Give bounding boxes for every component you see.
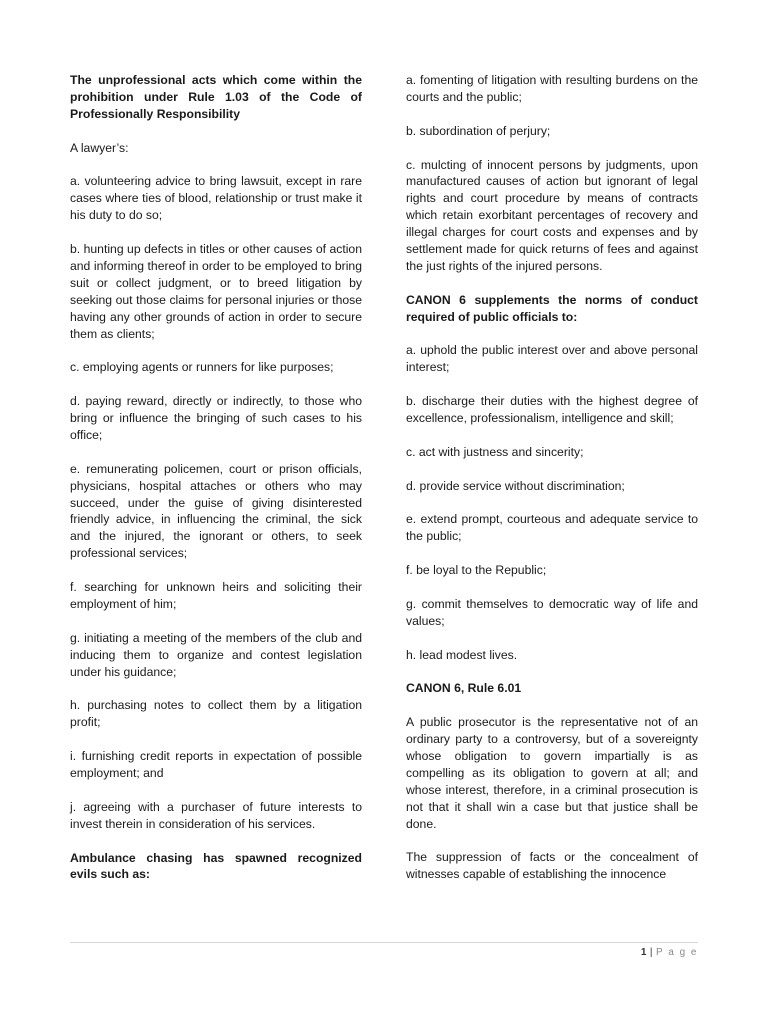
paragraph: g. initiating a meeting of the members of the club and inducing them to organize and contest legislation under his guidance; xyxy=(70,630,362,679)
paragraph: A lawyer’s: xyxy=(70,140,129,155)
left-column xyxy=(70,72,362,900)
page-number: 1 xyxy=(640,947,647,958)
paragraph: h. purchasing notes to collect them by a litigation profit; xyxy=(70,698,362,730)
paragraph: c. employing agents or runners for like purposes; xyxy=(70,360,334,375)
footer-separator: | xyxy=(649,947,653,958)
paragraph: b. discharge their duties with the highest degree of excellence, professionalism, intelligence and skill; xyxy=(406,394,698,426)
paragraph: h. lead modest lives. xyxy=(406,647,518,662)
paragraph: d. paying reward, directly or indirectly, to those who bring or influence the bringing of such cases to his office; xyxy=(70,394,362,442)
paragraph: g. commit themselves to democratic way of life and values; xyxy=(406,596,698,628)
paragraph: j. agreeing with a purchaser of future interests to invest therein in consideration of his services. xyxy=(70,799,362,831)
paragraph: c. mulcting of innocent persons by judgments, upon manufactured causes of action but ignorant of legal rights and court procedure by means of contracts which retain exorbitant percentages of recovery and illegal charges for court costs and expenses and by settlement made for quick returns of fees and against the just rights of the injured persons. xyxy=(406,157,698,273)
paragraph: e. extend prompt, courteous and adequate service to the public; xyxy=(406,512,698,544)
paragraph: a. uphold the public interest over and above personal interest; xyxy=(406,343,698,375)
section-heading: Ambulance chasing has spawned recognized evils such as: xyxy=(70,850,362,882)
paragraph: i. furnishing credit reports in expectation of possible employment; and xyxy=(70,749,362,780)
paragraph: b. hunting up defects in titles or other causes of action and informing thereof in order to be employed to bring suit or collect judgment, or to breed litigation by seeking out those claims for personal injuries or those having any other grounds of action in order to secure them as clients; xyxy=(70,242,362,341)
paragraph: f. searching for unknown heirs and soliciting their employment of him; xyxy=(70,580,362,611)
section-heading: The unprofessional acts which come within the prohibition under Rule 1.03 of the Code of Professionally Responsibility xyxy=(70,73,362,121)
paragraph: d. provide service without discrimination; xyxy=(406,478,625,493)
paragraph: c. act with justness and sincerity; xyxy=(406,444,584,459)
paragraph: a. fomenting of litigation with resulting burdens on the courts and the public; xyxy=(406,73,698,104)
page-footer xyxy=(641,947,698,958)
page-label: P a g e xyxy=(655,947,698,958)
paragraph: The suppression of facts or the concealment of witnesses capable of establishing the innocence xyxy=(406,850,698,882)
right-column xyxy=(406,72,698,900)
paragraph: b. subordination of perjury; xyxy=(406,123,551,138)
paragraph: a. volunteering advice to bring lawsuit, except in rare cases where ties of blood, relationship or trust make it his duty to do so; xyxy=(70,174,362,223)
section-heading: CANON 6, Rule 6.01 xyxy=(406,681,522,696)
section-heading: CANON 6 supplements the norms of conduct required of public officials to: xyxy=(406,292,698,324)
paragraph: e. remunerating policemen, court or prison officials, physicians, hospital attaches or others who may succeed, under the guise of giving disinterested friendly advice, in influencing the criminal, the sick and the injured, the ignorant or others, to seek professional services; xyxy=(70,461,362,561)
paragraph: A public prosecutor is the representative not of an ordinary party to a controversy, but of a sovereignty whose obligation to govern impartially is as compelling as its obligation to govern at all; and whose interest, therefore, in a criminal prosecution is not that it shall win a case but that justice shall be done. xyxy=(406,715,698,831)
paragraph: f. be loyal to the Republic; xyxy=(406,563,547,578)
footer-divider xyxy=(70,942,698,943)
